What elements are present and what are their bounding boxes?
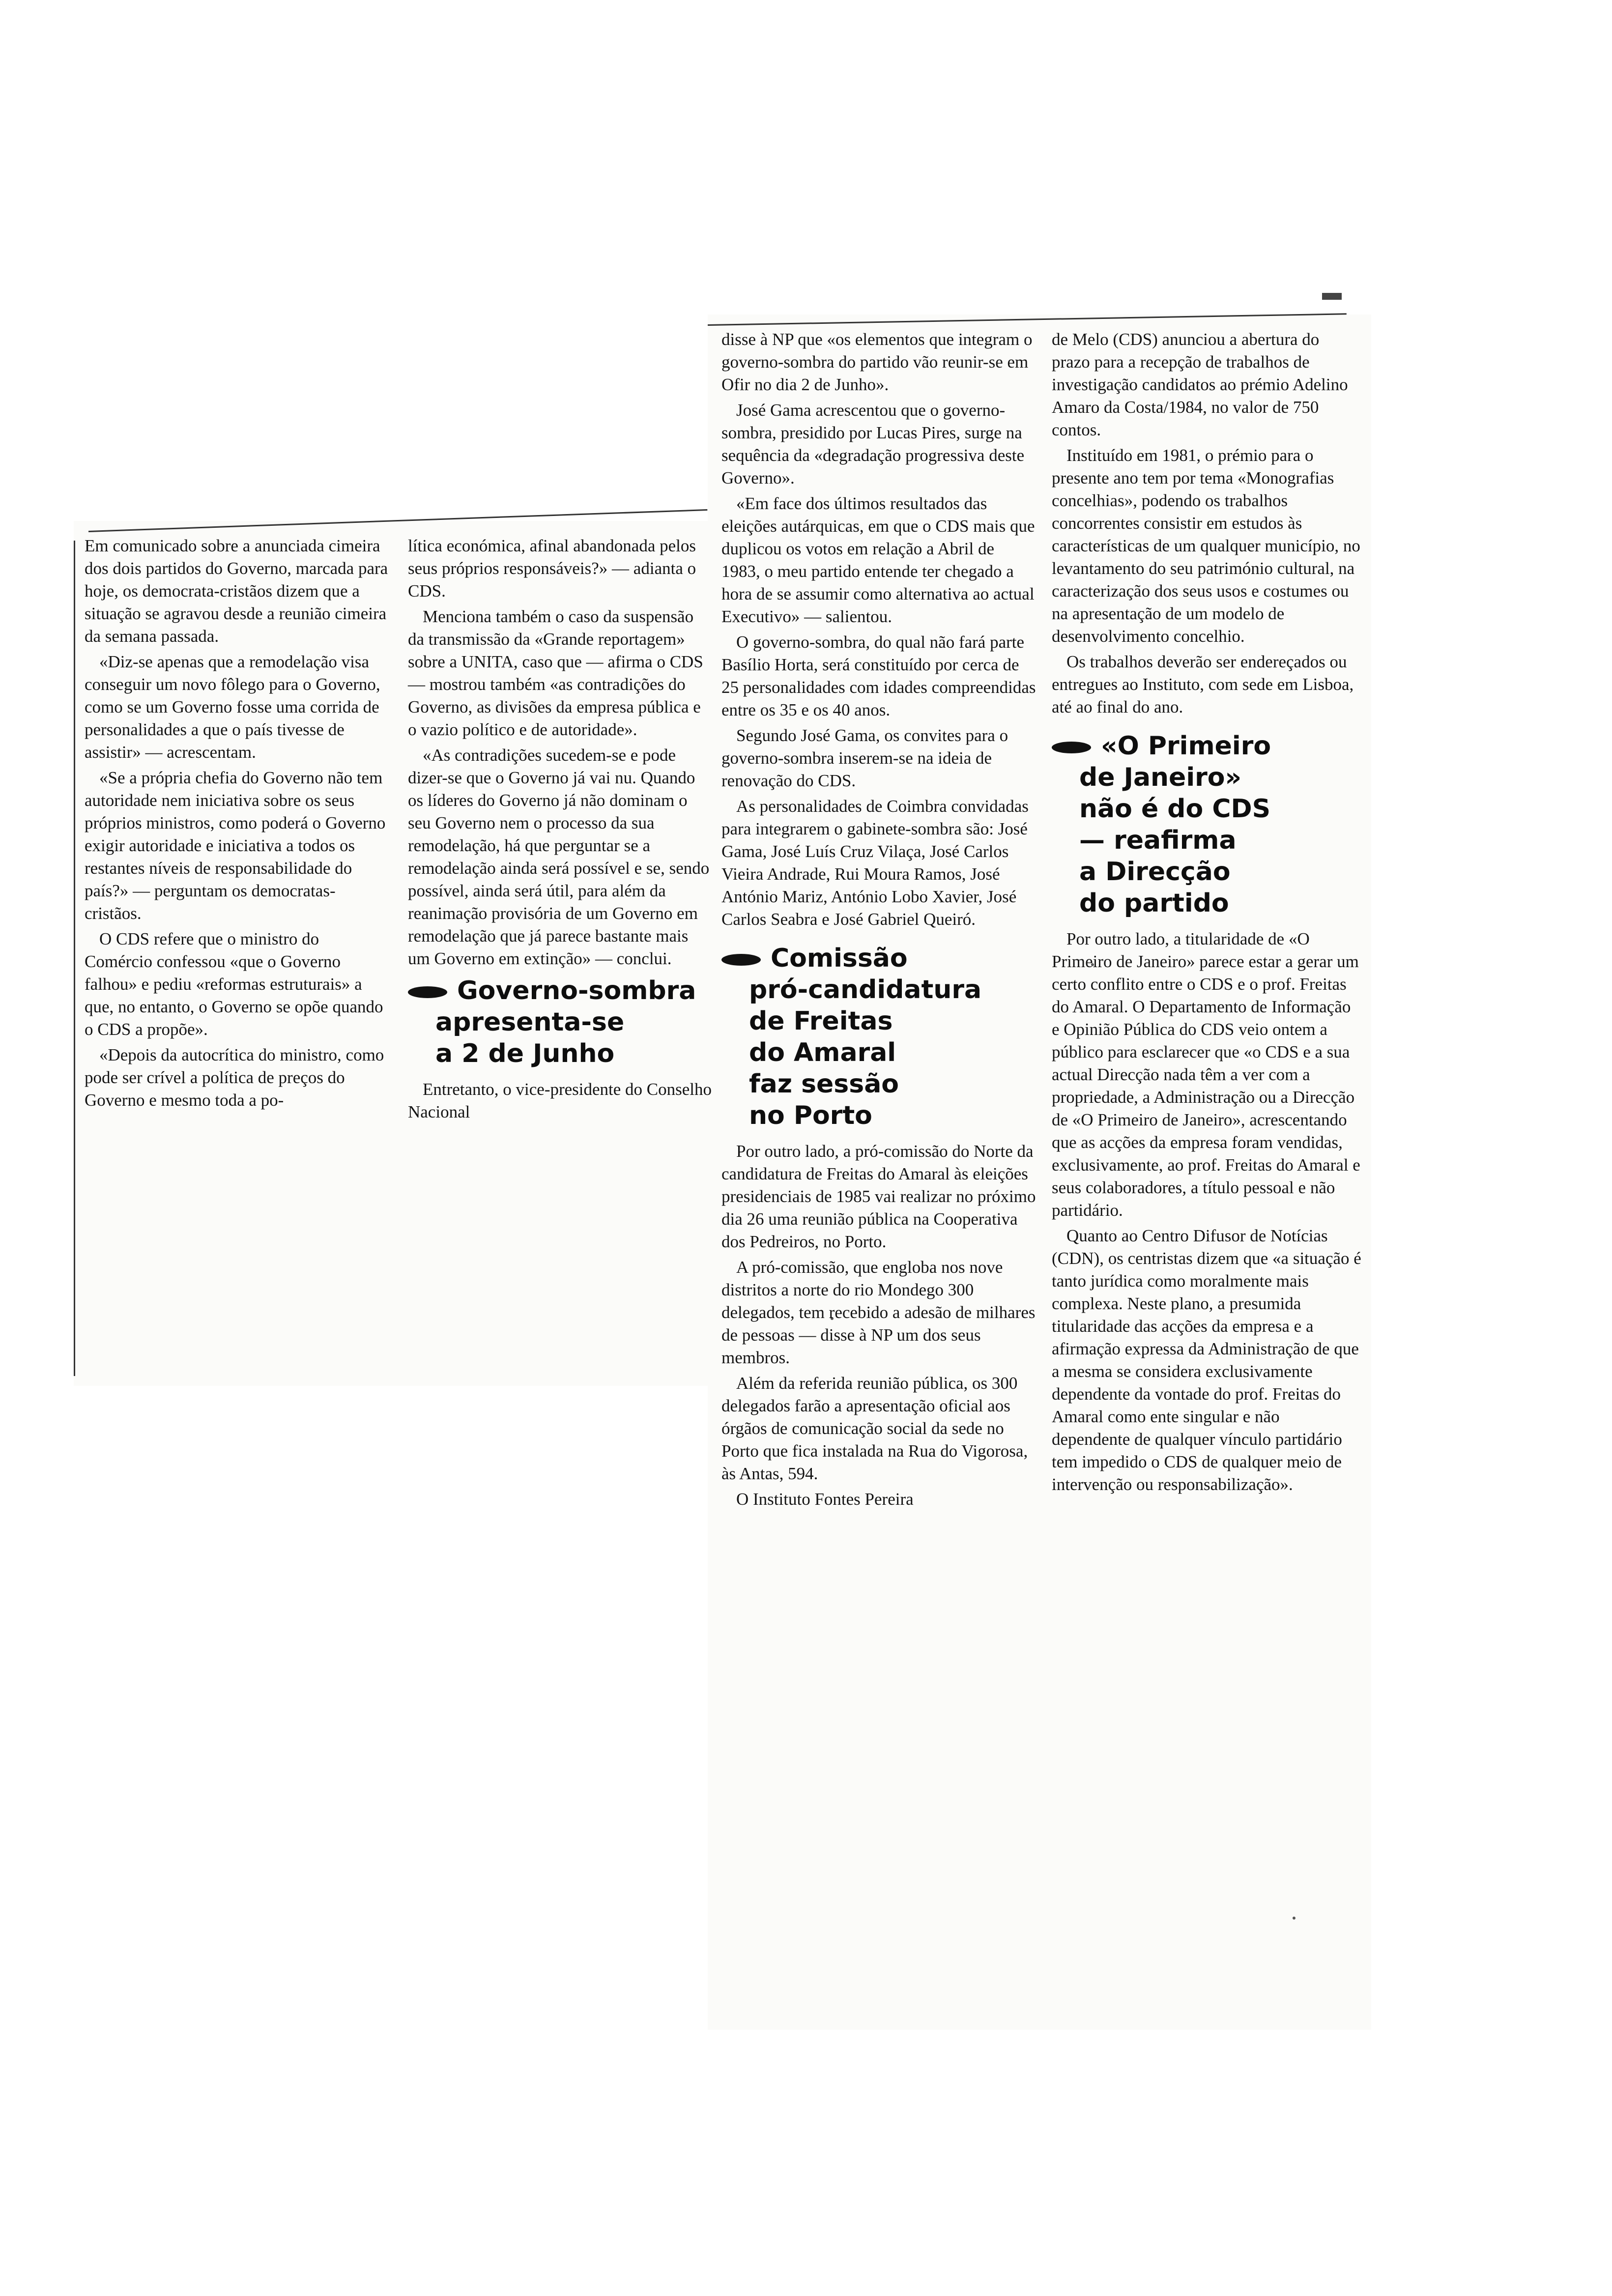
bullet-icon (721, 954, 761, 966)
paragraph: «Se a própria chefia do Governo não tem autoridade nem iniciativa sobre os seus próprios ministros, como poderá o Governo exigir autoridade e iniciativa a todos os restantes níveis de responsabilidade do país?» — perguntam os democratas-cristãos. (85, 768, 386, 923)
paragraph: «Em face dos últimos resultados das eleições autárquicas, em que o CDS mais que duplicou os votos em relação a Abril de 1983, o meu partido entende ter chegado a hora de se assumir como alternativa ao actual Executivo» — salientou. (721, 494, 1035, 626)
headline-line: — reafirma (1079, 826, 1237, 855)
paragraph: José Gama acrescentou que o governo-sombra, presidido por Lucas Pires, surge na sequência da «degradação progressiva deste Governo». (721, 401, 1025, 488)
article-column-4 (1052, 328, 1361, 1499)
paragraph: Segundo José Gama, os convites para o governo-sombra inserem-se na ideia de renovação do CDS. (721, 726, 1008, 790)
bullet-icon (1052, 742, 1091, 753)
headline-line: não é do CDS (1079, 794, 1271, 824)
headline-line: de Freitas (749, 1006, 893, 1036)
headline-line: Governo-sombra (457, 976, 696, 1005)
headline-line: no Porto (749, 1101, 872, 1130)
paragraph: Instituído em 1981, o prémio para o presente ano tem por tema «Monografias concelhias», podendo os trabalhos concorrentes consistir em estudos às características de um qualquer município, no levantamento do seu património cultural, na caracterização dos seus usos e costumes ou na apresentação de um modelo de desenvolvimento concelhio. (1052, 446, 1360, 646)
paragraph: «As contradições sucedem-se e pode dizer-se que o Governo já vai nu. Quando os líderes do Governo já não dominam o seu Governo nem o processo da sua remodelação, há que perguntar se a remodelação ainda será possível e se, sendo possível, ainda será útil, para além da reanimação provisória de um Governo em remodelação que já parece bastante mais um Governo em extinção» — conclui. (408, 746, 710, 968)
scan-mark (1322, 293, 1342, 300)
headline-line: «O Primeiro (1101, 731, 1271, 761)
headline-line: de Janeiro» (1079, 763, 1242, 792)
paragraph: O CDS refere que o ministro do Comércio confessou «que o Governo falhou» e pediu «reformas estruturais» a que, no entanto, o Governo se opõe quando o CDS a propõe». (85, 929, 383, 1039)
headline-line: faz sessão (749, 1069, 899, 1099)
headline-comissao-pro-candidatura (721, 943, 1036, 1131)
paragraph: Além da referida reunião pública, os 300 delegados farão a apresentação oficial aos órgãos de comunicação social da sede no Porto que fica instalada na Rua do Vigorosa, às Antas, 594. (721, 1374, 1028, 1483)
headline-line: a Direcção (1079, 857, 1231, 887)
headline-governo-sombra (408, 975, 713, 1069)
paragraph: de Melo (CDS) anunciou a abertura do prazo para a recepção de trabalhos de investigação candidatos ao prémio Adelino Amaro da Costa/1984, no valor de 750 contos. (1052, 330, 1348, 439)
headline-line: pró-candidatura (749, 975, 982, 1004)
paragraph: A pró-comissão, que engloba nos nove distritos a norte do rio Mondego 300 delegados, tem recebido a adesão de milhares de pessoas — disse à NP um dos seus membros. (721, 1258, 1036, 1367)
cut-edge-left (74, 541, 75, 1376)
paragraph: O Instituto Fontes Pereira (736, 1490, 914, 1509)
article-column-3 (721, 328, 1036, 1514)
headline-line: apresenta-se (435, 1007, 625, 1037)
paragraph: Os trabalhos deverão ser endereçados ou entregues ao Instituto, com sede em Lisboa, até ao final do ano. (1052, 652, 1354, 717)
paragraph: O governo-sombra, do qual não fará parte Basílio Horta, será constituído por cerca de 25 personalidades com idades compreendidas entre os 35 e os 40 anos. (721, 632, 1036, 719)
paragraph: Por outro lado, a titularidade de «O Primeiro de Janeiro» parece estar a gerar um certo conflito entre o CDS e o prof. Freitas do Amaral. O Departamento de Informação e Opinião Pública do CDS veio ontem a público para esclarecer que «o CDS e a sua actual Direcção nada têm a ver com a propriedade, a Administração ou a Direcção de «O Primeiro de Janeiro», acrescentando que as acções da empresa foram vendidas, exclusivamente, ao prof. Freitas do Amaral e seus colaboradores, a título pessoal e não partidário. (1052, 929, 1360, 1220)
paragraph: Quanto ao Centro Difusor de Notícias (CDN), os centristas dizem que «a situação é tanto jurídica como moralmente mais complexa. Neste plano, a presumida titularidade das acções da empresa e a afirmação expressa da Administração de que a mesma se considera exclusivamente dependente da vontade do prof. Freitas do Amaral como ente singular e não dependente de qualquer vínculo partidário tem impedido o CDS de qualquer meio de intervenção ou responsabilização». (1052, 1226, 1361, 1494)
article-column-1 (85, 535, 389, 1115)
paragraph: disse à NP que «os elementos que integram o governo-sombra do partido vão reunir-se em Ofir no dia 2 de Junho». (721, 330, 1033, 394)
headline-line: do partido (1079, 889, 1229, 918)
headline-line: do Amaral (749, 1038, 896, 1067)
scan-speck (1293, 1917, 1295, 1920)
paragraph: Menciona também o caso da suspensão da transmissão da «Grande reportagem» sobre a UNITA, caso que — afirma o CDS — mostrou também «as contradições do Governo, as divisões da empresa pública e o vazio político e de autoridade». (408, 607, 703, 739)
bullet-icon (408, 986, 447, 998)
headline-primeiro-de-janeiro (1052, 730, 1361, 919)
paragraph: Entretanto, o vice-presidente do Conselho Nacional (408, 1080, 712, 1121)
paragraph: As personalidades de Coimbra convidadas para integrarem o gabinete-sombra são: José Gama, José Luís Cruz Vilaça, José Carlos Vieira Andrade, Rui Moura Ramos, José António Mariz, António Lobo Xavier, José Carlos Seabra e José Gabriel Queiró. (721, 797, 1029, 929)
paragraph: Em comunicado sobre a anunciada cimeira dos dois partidos do Governo, marcada para hoje, os democrata-cristãos dizem que a situação se agravou desde a reunião cimeira da semana passada. (85, 536, 388, 646)
paragraph: «Diz-se apenas que a remodelação visa conseguir um novo fôlego para o Governo, como se um Governo fosse uma corrida de personalidades a que o país tivesse de assistir» — acrescentam. (85, 652, 380, 762)
paragraph: lítica económica, afinal abandonada pelos seus próprios responsáveis?» — adianta o CDS. (408, 536, 696, 601)
article-column-2 (408, 535, 713, 1126)
headline-line: Comissão (771, 944, 908, 973)
headline-line: a 2 de Junho (435, 1039, 615, 1068)
paragraph: Por outro lado, a pró-comissão do Norte da candidatura de Freitas do Amaral às eleições presidenciais de 1985 vai realizar no próximo dia 26 uma reunião pública na Cooperativa dos Pedreiros, no Porto. (721, 1142, 1036, 1251)
paragraph: «Depois da autocrítica do ministro, como pode ser crível a política de preços do Governo e mesmo toda a po- (85, 1045, 384, 1110)
